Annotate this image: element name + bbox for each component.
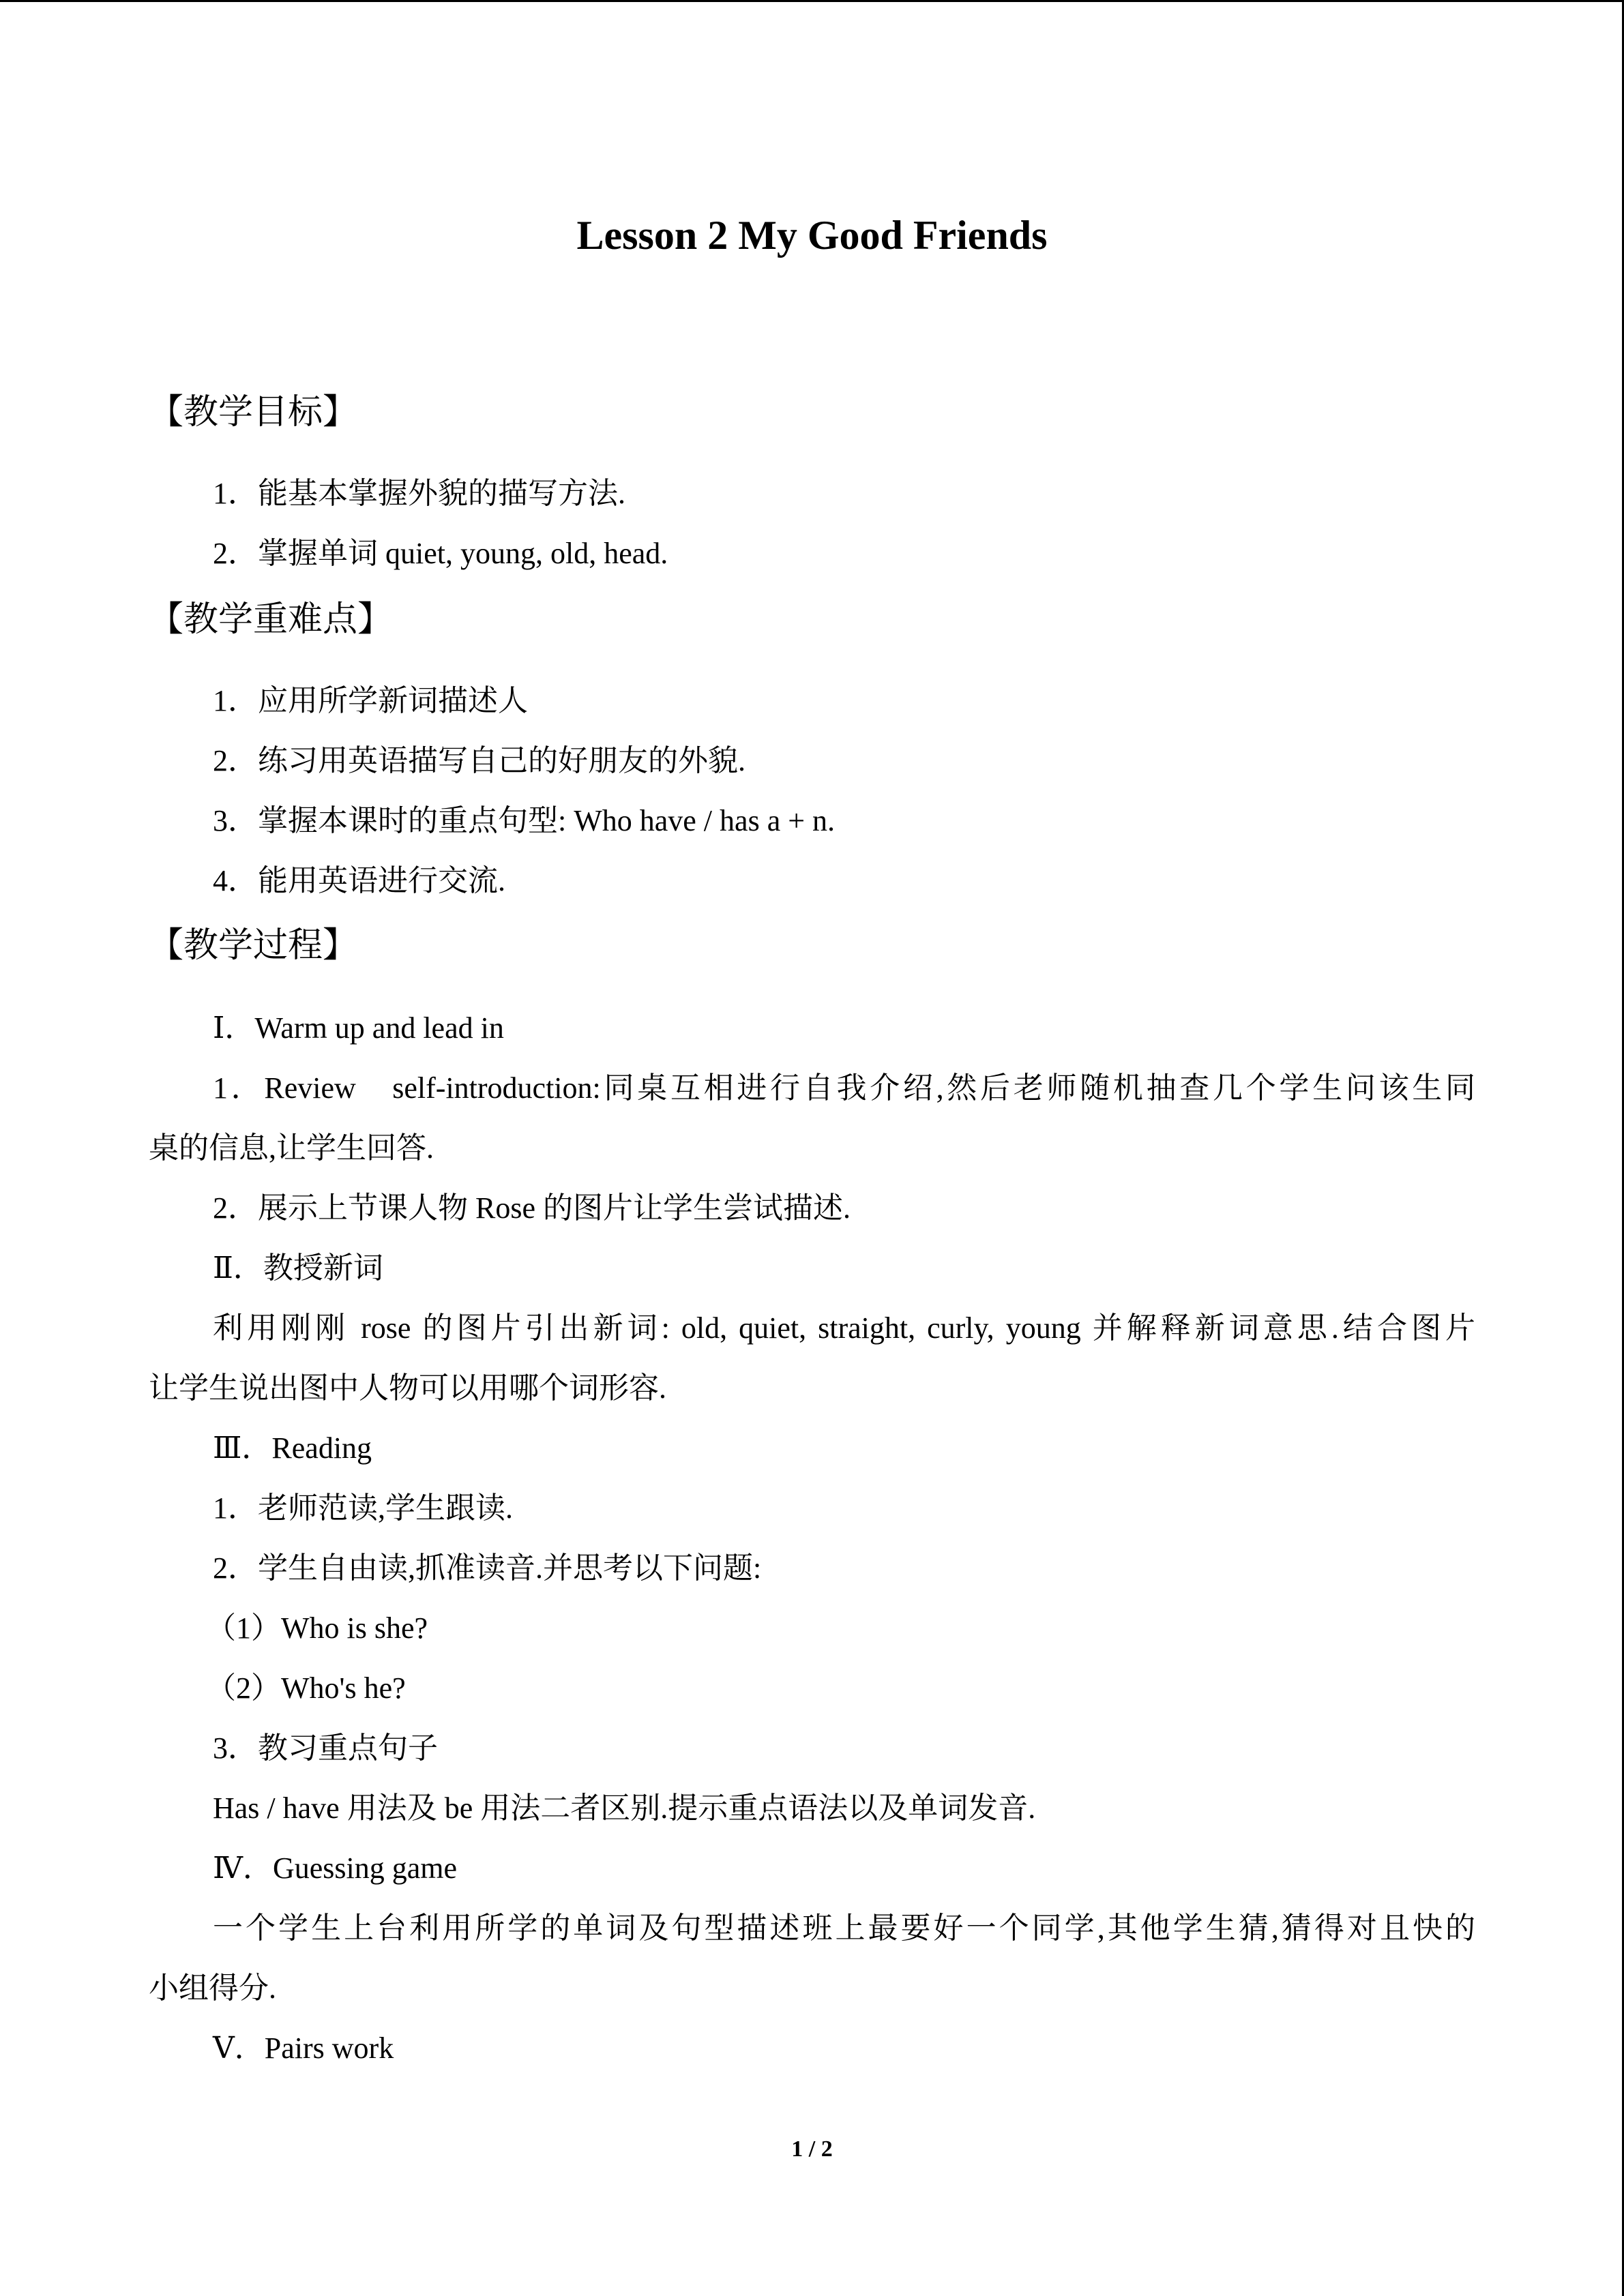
page-title: Lesson 2 My Good Friends [576, 213, 1048, 258]
section-heading-process: 【教学过程】 [149, 925, 358, 966]
process-line: （1）Who is she? [206, 1611, 428, 1645]
process-line: Ⅰ．Warm up and lead in [213, 1011, 504, 1045]
page-border-top [0, 0, 1624, 2]
process-line: Ⅳ．Guessing game [213, 1851, 458, 1885]
key-point-item: 1．应用所学新词描述人 [213, 684, 528, 717]
key-point-item: 3．掌握本课时的重点句型: Who have / has a + n. [213, 804, 836, 837]
process-line: Ⅱ．教授新词 [213, 1251, 383, 1285]
section-heading-objectives: 【教学目标】 [149, 392, 358, 432]
process-line: Has / have 用法及 be 用法二者区别.提示重点语法以及单词发音. [213, 1791, 1036, 1825]
process-line: 一个学生上台利用所学的单词及句型描述班上最要好一个同学,其他学生猜,猜得对且快的 [213, 1911, 1475, 1945]
process-line: 2．学生自由读,抓准读音.并思考以下问题: [213, 1551, 762, 1585]
key-point-item: 2．练习用英语描写自己的好朋友的外貌. [213, 744, 745, 777]
process-line: 桌的信息,让学生回答. [149, 1131, 434, 1165]
page-number: 1 / 2 [791, 2136, 833, 2162]
process-line: Ⅲ．Reading [213, 1431, 372, 1465]
process-line: （2）Who's he? [206, 1671, 406, 1705]
process-line: 1．Review self-introduction:同桌互相进行自我介绍,然后老师随机抽查几个学生问该生同 [213, 1071, 1475, 1105]
process-line: 1．老师范读,学生跟读. [213, 1491, 513, 1525]
key-point-item: 4．能用英语进行交流. [213, 864, 505, 897]
process-line: 让学生说出图中人物可以用哪个词形容. [149, 1371, 666, 1405]
objective-item: 1．能基本掌握外貌的描写方法. [213, 477, 625, 510]
process-line: 2．展示上节课人物 Rose 的图片让学生尝试描述. [213, 1191, 851, 1225]
process-line: 利用刚刚 rose 的图片引出新词: old, quiet, straight, curly, young 并解释新词意思.结合图片 [213, 1311, 1475, 1345]
process-line: 小组得分. [149, 1971, 276, 2005]
process-line: Ⅴ．Pairs work [213, 2031, 394, 2065]
process-line: 3．教习重点句子 [213, 1731, 438, 1765]
objective-item: 2．掌握单词 quiet, young, old, head. [213, 537, 668, 570]
section-heading-key-points: 【教学重难点】 [149, 599, 393, 640]
